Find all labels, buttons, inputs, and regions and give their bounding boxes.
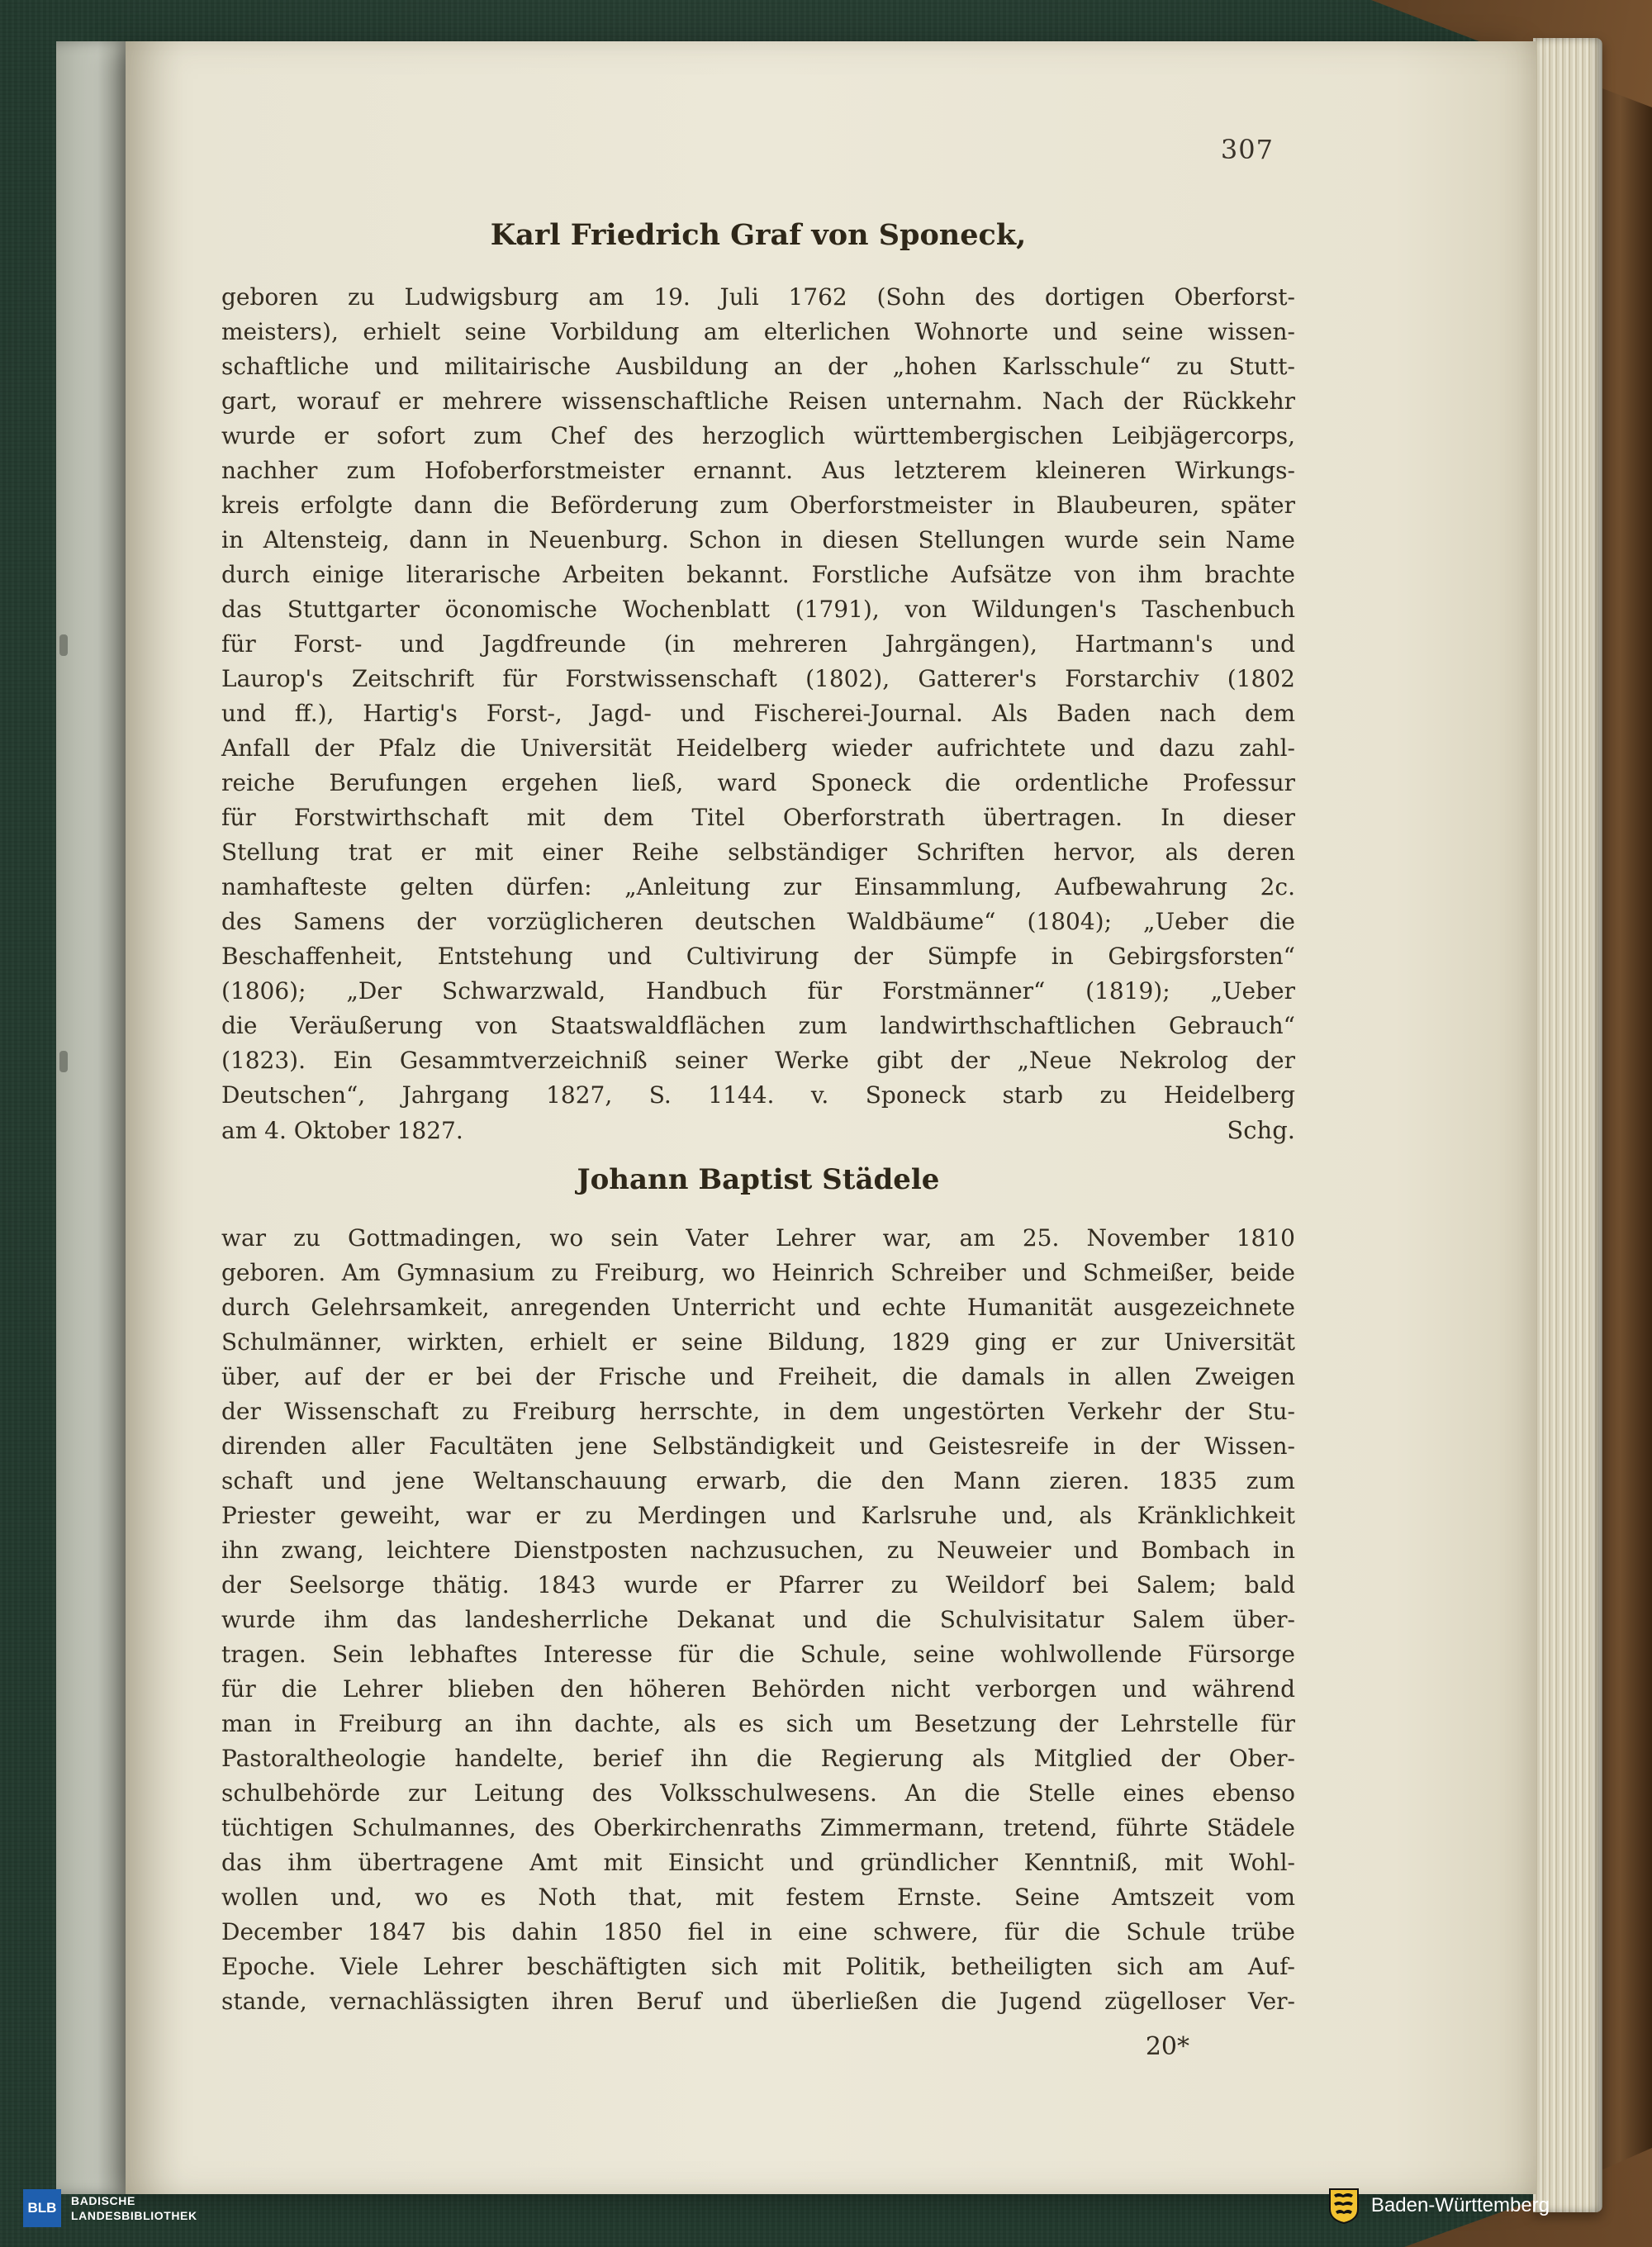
text-line: des Samens der vorzüglicheren deutschen Waldbäume“ (1804); „Ueber die xyxy=(221,908,1295,935)
text-line: reiche Berufungen ergehen ließ, ward Sponeck die ordentliche Professur xyxy=(221,769,1295,796)
text-line: gart, worauf er mehrere wissenschaftliche Reisen unternahm. Nach der Rückkehr xyxy=(221,387,1295,415)
text-line: Stellung trat er mit einer Reihe selbständiger Schriften hervor, als deren xyxy=(221,838,1295,866)
text-line: direnden aller Facultäten jene Selbständigkeit und Geistesreife in der Wissen- xyxy=(221,1432,1295,1460)
text-line: December 1847 bis dahin 1850 fiel in eine schwere, für die Schule trübe xyxy=(221,1918,1295,1945)
blb-logo: BLB xyxy=(23,2189,61,2227)
printers-signature-mark: 20* xyxy=(1145,2032,1189,2061)
library-watermark xyxy=(23,2189,197,2227)
text-line: wollen und, wo es Noth that, mit festem Ernste. Seine Amtszeit vom xyxy=(221,1884,1295,1911)
text-line: Laurop's Zeitschrift für Forstwissenschaft (1802), Gatterer's Forstarchiv (1802 xyxy=(221,665,1295,692)
binding-stitch xyxy=(59,634,68,656)
text-line: durch Gelehrsamkeit, anregenden Unterricht und echte Humanität ausgezeichnete xyxy=(221,1294,1295,1321)
text-line: ihn zwang, leichtere Dienstposten nachzusuchen, zu Neuweier und Bombach in xyxy=(221,1537,1295,1564)
bw-coat-of-arms-icon xyxy=(1328,2188,1360,2224)
library-name-line1: BADISCHE xyxy=(71,2194,135,2207)
text-line: das Stuttgarter öconomische Wochenblatt (1791), von Wildungen's Taschenbuch xyxy=(221,596,1295,623)
library-name xyxy=(71,2193,197,2223)
text-line: (1823). Ein Gesammtverzeichniß seiner Werke gibt der „Neue Nekrolog der xyxy=(221,1047,1295,1074)
text-line: namhafteste gelten dürfen: „Anleitung zur Einsammlung, Aufbewahrung 2c. xyxy=(221,873,1295,900)
text-line: für die Lehrer blieben den höheren Behörden nicht verborgen und während xyxy=(221,1675,1295,1703)
book-cover-edge xyxy=(1594,0,1652,2247)
entry-heading-sponeck: Karl Friedrich Graf von Sponeck, xyxy=(490,218,1027,252)
entry-body-staedele xyxy=(221,1221,1295,2019)
text-line: tüchtigen Schulmannes, des Oberkirchenraths Zimmermann, tretend, führte Städele xyxy=(221,1814,1295,1841)
text-line: war zu Gottmadingen, wo sein Vater Lehrer war, am 25. November 1810 xyxy=(221,1224,1295,1252)
state-watermark xyxy=(1328,2188,1550,2224)
text-line: wurde er sofort zum Chef des herzoglich württembergischen Leibjägercorps, xyxy=(221,422,1295,449)
text-line: nachher zum Hofoberforstmeister ernannt. Aus letzterem kleineren Wirkungs- xyxy=(221,457,1295,484)
text-line: Epoche. Viele Lehrer beschäftigten sich mit Politik, betheiligten sich am Auf- xyxy=(221,1953,1295,1980)
text-line: Beschaffenheit, Entstehung und Cultivirung der Sümpfe in Gebirgsforsten“ xyxy=(221,943,1295,970)
entry-final-line-sponeck xyxy=(221,1113,1295,1148)
text-line: schulbehörde zur Leitung des Volksschulwesens. An die Stelle eines ebenso xyxy=(221,1779,1295,1807)
text-line: durch einige literarische Arbeiten bekannt. Forstliche Aufsätze von ihm brachte xyxy=(221,561,1295,588)
text-line: der Wissenschaft zu Freiburg herrschte, in dem ungestörten Verkehr der Stu- xyxy=(221,1398,1295,1425)
text-line: kreis erfolgte dann die Beförderung zum Oberforstmeister in Blaubeuren, später xyxy=(221,492,1295,519)
text-line: Deutschen“, Jahrgang 1827, S. 1144. v. Sponeck starb zu Heidelberg xyxy=(221,1081,1295,1109)
text-line: Pastoraltheologie handelte, berief ihn die Regierung als Mitglied der Ober- xyxy=(221,1745,1295,1772)
text-line: meisters), erhielt seine Vorbildung am elterlichen Wohnorte und seine wissen- xyxy=(221,318,1295,345)
text-line: für Forstwirthschaft mit dem Titel Oberforstrath übertragen. In dieser xyxy=(221,804,1295,831)
text-line: das ihm übertragene Amt mit Einsicht und gründlicher Kenntniß, mit Wohl- xyxy=(221,1849,1295,1876)
entry-heading-staedele: Johann Baptist Städele xyxy=(577,1163,940,1196)
text-line: tragen. Sein lebhaftes Interesse für die Schule, seine wohlwollende Fürsorge xyxy=(221,1641,1295,1668)
text-line: Anfall der Pfalz die Universität Heidelberg wieder aufrichtete und dazu zahl- xyxy=(221,734,1295,762)
text-column xyxy=(221,41,1295,2061)
page-number: 307 xyxy=(1220,134,1274,165)
text-line: für Forst- und Jagdfreunde (in mehreren Jahrgängen), Hartmann's und xyxy=(221,630,1295,658)
text-line: Schulmänner, wirkten, erhielt er seine Bildung, 1829 ging er zur Universität xyxy=(221,1328,1295,1356)
book-page xyxy=(126,41,1536,2194)
text-line: Priester geweiht, war er zu Merdingen und Karlsruhe und, als Kränklichkeit xyxy=(221,1502,1295,1529)
entry-last-line: am 4. Oktober 1827. xyxy=(221,1117,463,1144)
text-line: der Seelsorge thätig. 1843 wurde er Pfarrer zu Weildorf bei Salem; bald xyxy=(221,1571,1295,1599)
text-line: schaft und jene Weltanschauung erwarb, die den Mann zieren. 1835 zum xyxy=(221,1467,1295,1494)
text-line: wurde ihm das landesherrliche Dekanat und die Schulvisitatur Salem über- xyxy=(221,1606,1295,1633)
text-line: über, auf der er bei der Frische und Freiheit, die damals in allen Zweigen xyxy=(221,1363,1295,1390)
text-line: geboren. Am Gymnasium zu Freiburg, wo Heinrich Schreiber und Schmeißer, beide xyxy=(221,1259,1295,1286)
text-line: und ff.), Hartig's Forst-, Jagd- und Fischerei-Journal. Als Baden nach dem xyxy=(221,700,1295,727)
entry-body-sponeck xyxy=(221,280,1295,1113)
text-line: stande, vernachlässigten ihren Beruf und überließen die Jugend zügelloser Ver- xyxy=(221,1988,1295,2015)
binding-stitch xyxy=(59,1051,68,1072)
text-line: (1806); „Der Schwarzwald, Handbuch für Forstmänner“ (1819); „Ueber xyxy=(221,977,1295,1005)
text-line: schaftliche und militairische Ausbildung an der „hohen Karlsschule“ zu Stutt- xyxy=(221,353,1295,380)
state-name-label: Baden-Württemberg xyxy=(1370,2194,1550,2216)
book-binding-gutter xyxy=(56,41,132,2194)
text-line: in Altensteig, dann in Neuenburg. Schon in diesen Stellungen wurde sein Name xyxy=(221,526,1295,553)
author-signature: Schg. xyxy=(1227,1116,1295,1144)
text-line: die Veräußerung von Staatswaldflächen zum landwirthschaftlichen Gebrauch“ xyxy=(221,1012,1295,1039)
page-stack-edge xyxy=(1533,38,1602,2212)
text-line: geboren zu Ludwigsburg am 19. Juli 1762 (Sohn des dortigen Oberforst- xyxy=(221,283,1295,311)
text-line: man in Freiburg an ihn dachte, als es sich um Besetzung der Lehrstelle für xyxy=(221,1710,1295,1737)
library-name-line2: LANDESBIBLIOTHEK xyxy=(71,2209,197,2222)
